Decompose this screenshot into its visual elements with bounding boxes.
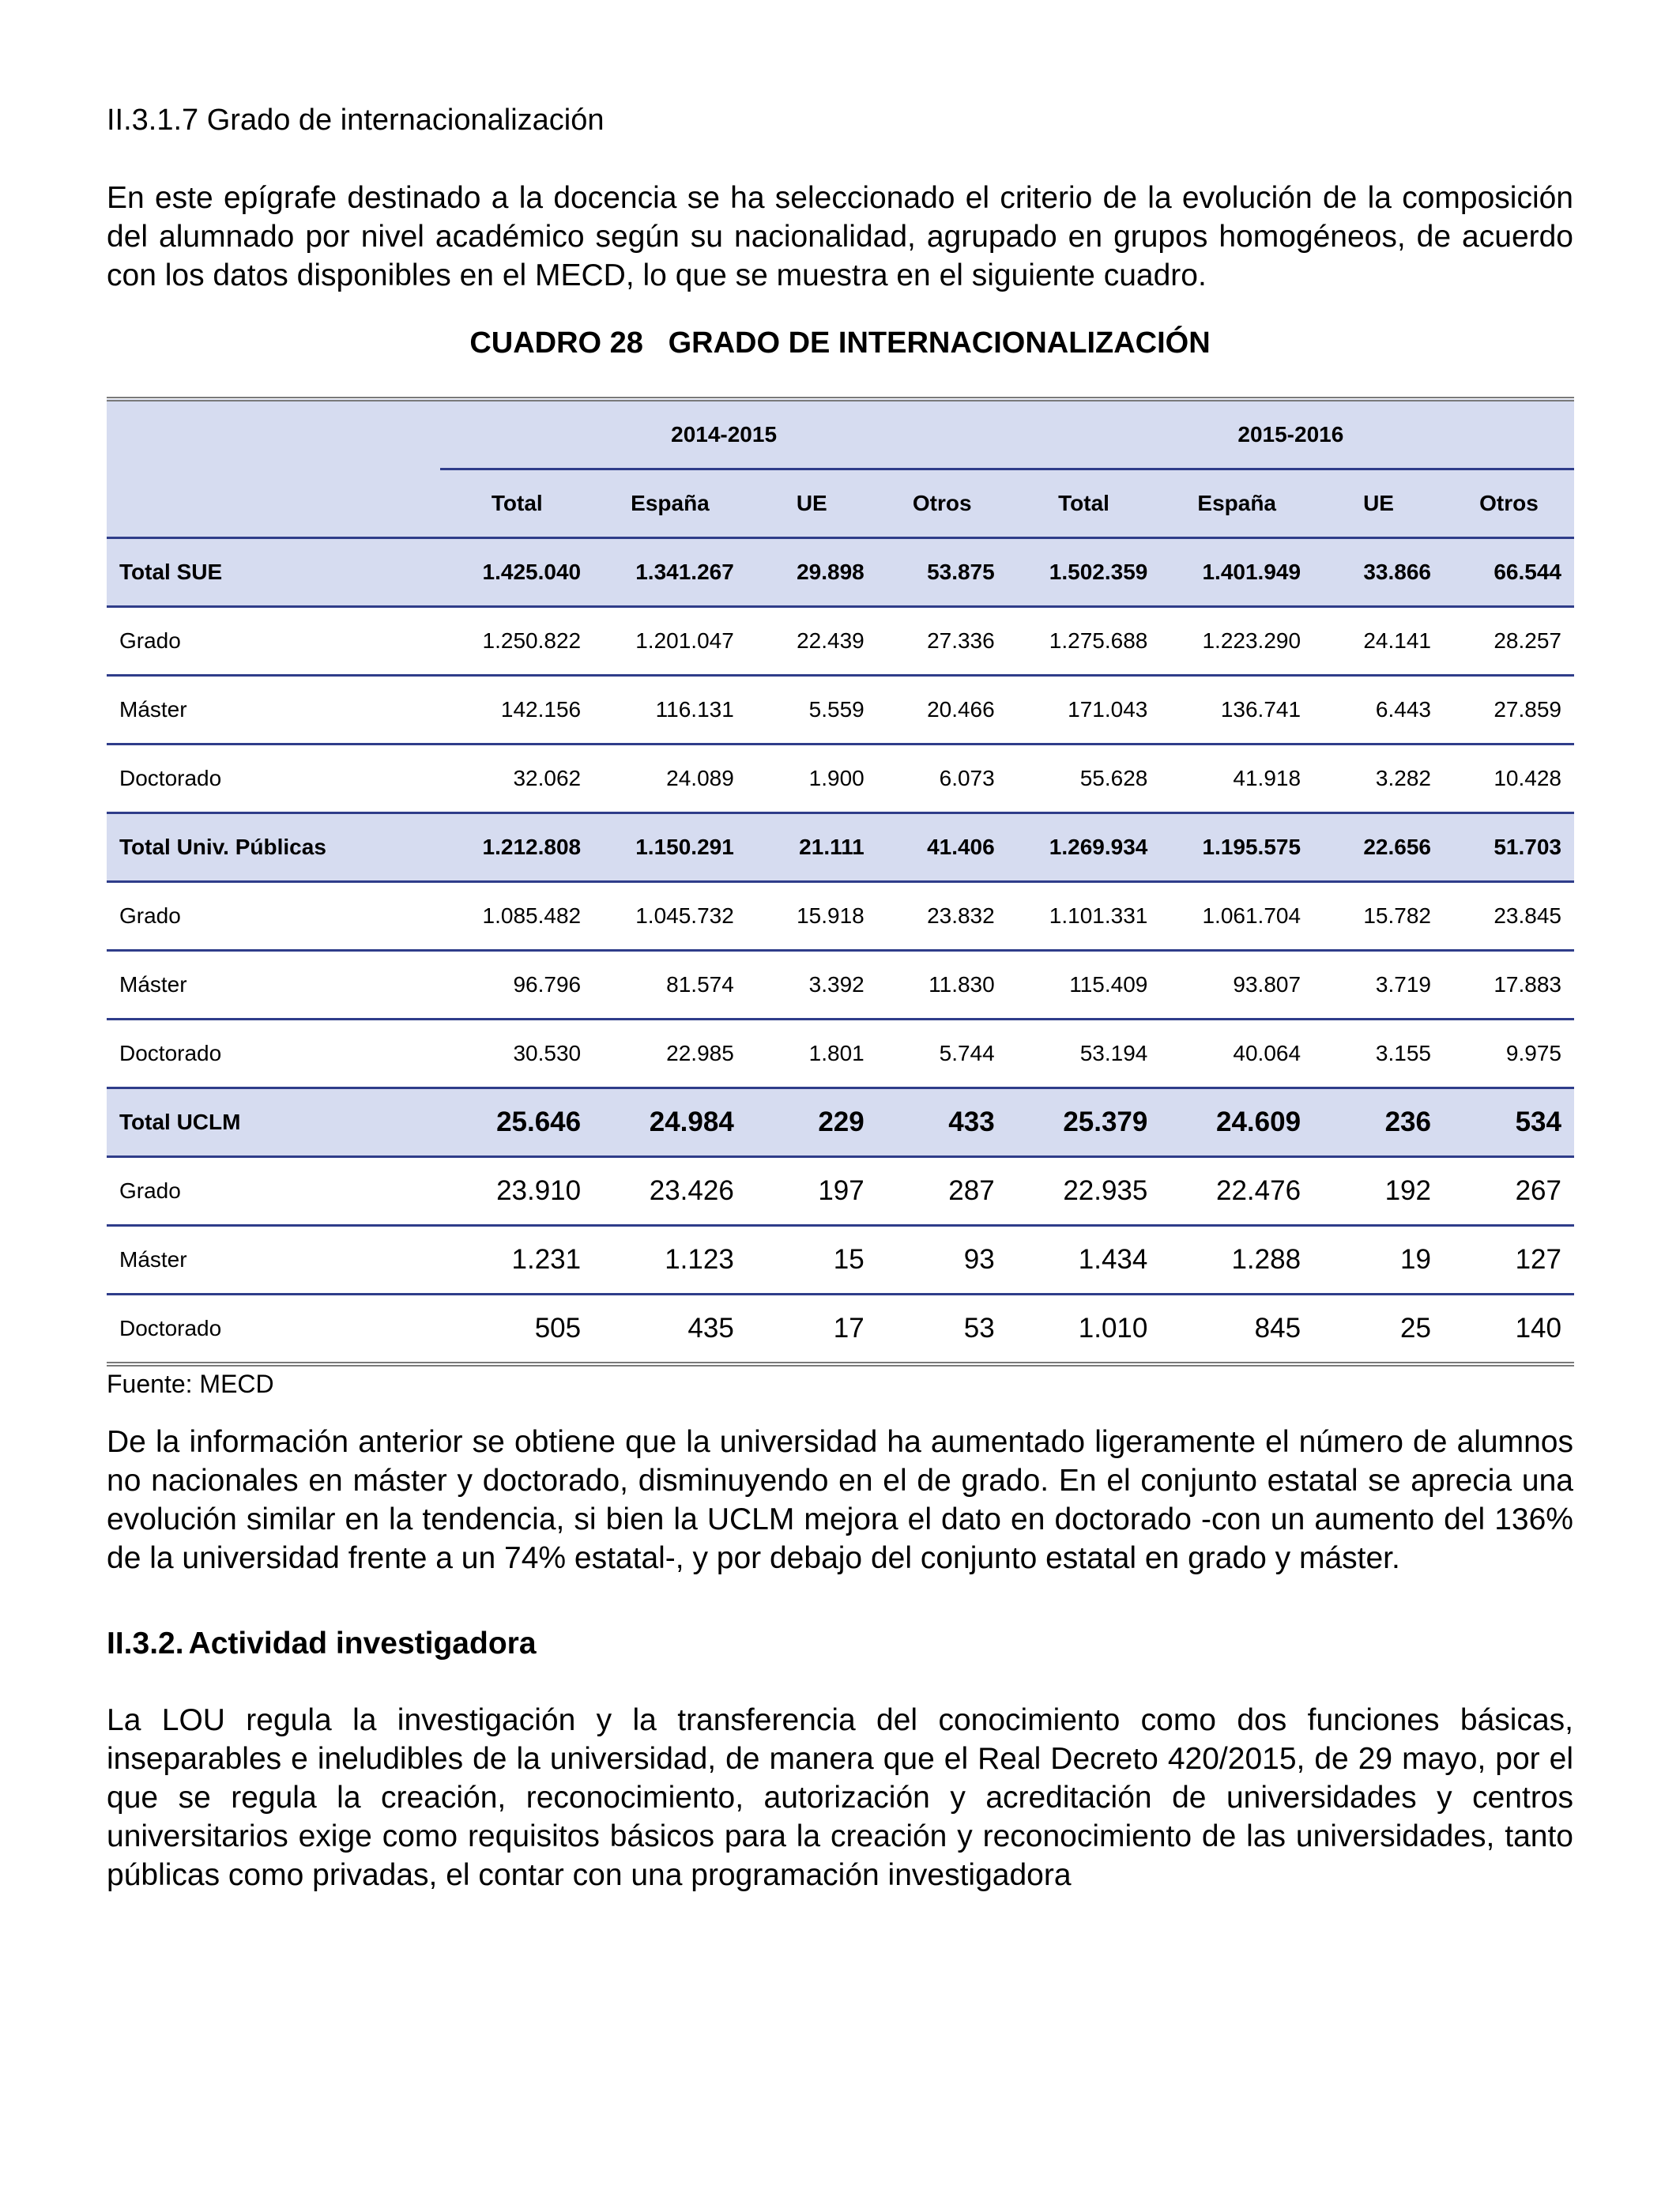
table-cell: 433	[877, 1088, 1008, 1156]
table-cell: 1.061.704	[1160, 881, 1313, 950]
table-cell: 41.406	[877, 812, 1008, 881]
row-label: Grado	[107, 881, 440, 950]
table-cell: 1.150.291	[593, 812, 747, 881]
table-cell: 25.646	[440, 1088, 593, 1156]
row-label: Total UCLM	[107, 1088, 440, 1156]
internationalization-table	[107, 397, 1574, 1367]
intro-paragraph: En este epígrafe destinado a la docencia se ha seleccionado el criterio de la evolución de la composición del alumnado por nivel académico según su nacionalidad, agrupado en grupos homogéneos, de acuerdo con los datos disponibles en el MECD, lo que se muestra en el siguiente cuadro.	[107, 180, 1573, 292]
table-cell: 33.866	[1313, 537, 1444, 606]
table-cell: 1.341.267	[593, 537, 747, 606]
table-body	[107, 537, 1574, 1364]
document-page	[107, 103, 1573, 1894]
table-cell: 1.231	[440, 1225, 593, 1294]
table-cell: 20.466	[877, 675, 1008, 744]
subsection-title: II.3.1.7 Grado de internacionalización	[107, 104, 605, 137]
table-cell: 17.883	[1444, 950, 1574, 1019]
row-label: Máster	[107, 675, 440, 744]
table-cell: 66.544	[1444, 537, 1574, 606]
table-cell: 1.123	[593, 1225, 747, 1294]
table-cell: 171.043	[1008, 675, 1161, 744]
corner-cell	[107, 399, 440, 538]
section-number: II.3.2.	[107, 1626, 184, 1661]
table-cell: 115.409	[1008, 950, 1161, 1019]
table-row	[107, 1294, 1574, 1364]
table-cell: 27.336	[877, 606, 1008, 675]
table-row	[107, 881, 1574, 950]
table-row	[107, 744, 1574, 812]
table-cell: 9.975	[1444, 1019, 1574, 1088]
year-header: 2014-2015	[440, 399, 1007, 469]
table-cell: 3.392	[747, 950, 877, 1019]
row-label: Total Univ. Públicas	[107, 812, 440, 881]
table-cell: 3.155	[1313, 1019, 1444, 1088]
table-total-row	[107, 537, 1574, 606]
table-cell: 53.194	[1008, 1019, 1161, 1088]
table-cell: 236	[1313, 1088, 1444, 1156]
table-cell: 24.609	[1160, 1088, 1313, 1156]
table-cell: 25	[1313, 1294, 1444, 1364]
table-cell: 1.201.047	[593, 606, 747, 675]
table-cell: 1.425.040	[440, 537, 593, 606]
table-cell: 32.062	[440, 744, 593, 812]
table-cell: 17	[747, 1294, 877, 1364]
year-header-row	[107, 399, 1574, 469]
column-header: España	[593, 469, 747, 537]
table-total-row	[107, 1088, 1574, 1156]
table-cell: 1.045.732	[593, 881, 747, 950]
table-cell: 23.845	[1444, 881, 1574, 950]
table-cell: 229	[747, 1088, 877, 1156]
column-header: Otros	[877, 469, 1008, 537]
table-cell: 3.282	[1313, 744, 1444, 812]
table-cell: 6.443	[1313, 675, 1444, 744]
row-label: Total SUE	[107, 537, 440, 606]
table-cell: 23.426	[593, 1156, 747, 1225]
table-cell: 505	[440, 1294, 593, 1364]
table-cell: 53.875	[877, 537, 1008, 606]
table-cell: 845	[1160, 1294, 1313, 1364]
table-cell: 435	[593, 1294, 747, 1364]
table-cell: 28.257	[1444, 606, 1574, 675]
table-cell: 1.801	[747, 1019, 877, 1088]
table-row	[107, 606, 1574, 675]
table-cell: 1.250.822	[440, 606, 593, 675]
table-cell: 287	[877, 1156, 1008, 1225]
row-label: Grado	[107, 606, 440, 675]
table-cell: 1.085.482	[440, 881, 593, 950]
table-row	[107, 950, 1574, 1019]
source-note: Fuente: MECD	[107, 1369, 274, 1398]
table-cell: 197	[747, 1156, 877, 1225]
table-cell: 81.574	[593, 950, 747, 1019]
table-row	[107, 675, 1574, 744]
row-label: Doctorado	[107, 744, 440, 812]
table-cell: 55.628	[1008, 744, 1161, 812]
table-cell: 1.010	[1008, 1294, 1161, 1364]
row-label: Máster	[107, 950, 440, 1019]
table-cell: 93	[877, 1225, 1008, 1294]
table-cell: 6.073	[877, 744, 1008, 812]
table-cell: 15	[747, 1225, 877, 1294]
column-header: UE	[1313, 469, 1444, 537]
column-header: UE	[747, 469, 877, 537]
table-cell: 1.502.359	[1008, 537, 1161, 606]
table-cell: 15.918	[747, 881, 877, 950]
table-total-row	[107, 812, 1574, 881]
table-cell: 192	[1313, 1156, 1444, 1225]
table-row	[107, 1156, 1574, 1225]
table-row	[107, 1019, 1574, 1088]
table-cell: 3.719	[1313, 950, 1444, 1019]
table-cell: 23.832	[877, 881, 1008, 950]
table-cell: 1.288	[1160, 1225, 1313, 1294]
table-cell: 10.428	[1444, 744, 1574, 812]
row-label: Grado	[107, 1156, 440, 1225]
table-row	[107, 1225, 1574, 1294]
table-cell: 1.900	[747, 744, 877, 812]
table-cell: 1.101.331	[1008, 881, 1161, 950]
table-cell: 534	[1444, 1088, 1574, 1156]
table-cell: 24.984	[593, 1088, 747, 1156]
table-cell: 1.269.934	[1008, 812, 1161, 881]
table-cell: 24.089	[593, 744, 747, 812]
table-cell: 22.439	[747, 606, 877, 675]
table-cell: 40.064	[1160, 1019, 1313, 1088]
table-cell: 1.275.688	[1008, 606, 1161, 675]
table-cell: 93.807	[1160, 950, 1313, 1019]
table-cell: 5.559	[747, 675, 877, 744]
section-heading	[107, 1627, 1573, 1661]
table-cell: 5.744	[877, 1019, 1008, 1088]
table-cell: 22.476	[1160, 1156, 1313, 1225]
table-cell: 24.141	[1313, 606, 1444, 675]
table-cell: 116.131	[593, 675, 747, 744]
analysis-paragraph: De la información anterior se obtiene que la universidad ha aumentado ligeramente el número de alumnos no nacionales en máster y doctorado, disminuyendo en el de grado. En el conjunto estatal se aprecia una evolución similar en la tendencia, si bien la UCLM mejora el dato en doctorado -con un aumento del 136% de la universidad frente a un 74% estatal-, y por debajo del conjunto estatal en grado y máster.	[107, 1424, 1573, 1575]
column-header: Otros	[1444, 469, 1574, 537]
closing-paragraph: La LOU regula la investigación y la transferencia del conocimiento como dos funciones básicas, inseparables e ineludibles de la universidad, de manera que el Real Decreto 420/2015, de 29 mayo, por el que se regula la creación, reconocimiento, autorización y acreditación de universidades y centros universitarios exige como requisitos básicos para la creación y reconocimiento de las universidades, tanto públicas como privadas, el contar con una programación investigadora	[107, 1702, 1573, 1892]
table-cell: 51.703	[1444, 812, 1574, 881]
table-cell: 142.156	[440, 675, 593, 744]
table-cell: 1.434	[1008, 1225, 1161, 1294]
table-cell: 1.401.949	[1160, 537, 1313, 606]
table-cell: 1.195.575	[1160, 812, 1313, 881]
table-cell: 22.985	[593, 1019, 747, 1088]
table-cell: 96.796	[440, 950, 593, 1019]
table-cell: 30.530	[440, 1019, 593, 1088]
table-cell: 1.212.808	[440, 812, 593, 881]
table-cell: 53	[877, 1294, 1008, 1364]
year-header: 2015-2016	[1008, 399, 1574, 469]
table-cell: 15.782	[1313, 881, 1444, 950]
row-label: Máster	[107, 1225, 440, 1294]
column-header: Total	[440, 469, 593, 537]
table-cell: 41.918	[1160, 744, 1313, 812]
table-cell: 25.379	[1008, 1088, 1161, 1156]
row-label: Doctorado	[107, 1294, 440, 1364]
table-cell: 27.859	[1444, 675, 1574, 744]
table-cell: 23.910	[440, 1156, 593, 1225]
table-cell: 22.935	[1008, 1156, 1161, 1225]
table-cell: 140	[1444, 1294, 1574, 1364]
table-cell: 136.741	[1160, 675, 1313, 744]
table-cell: 22.656	[1313, 812, 1444, 881]
table-cell: 21.111	[747, 812, 877, 881]
table-title: CUADRO 28 GRADO DE INTERNACIONALIZACIÓN	[469, 326, 1211, 360]
table-cell: 19	[1313, 1225, 1444, 1294]
table-cell: 127	[1444, 1225, 1574, 1294]
column-header: España	[1160, 469, 1313, 537]
table-cell: 267	[1444, 1156, 1574, 1225]
row-label: Doctorado	[107, 1019, 440, 1088]
column-header: Total	[1008, 469, 1161, 537]
table-cell: 11.830	[877, 950, 1008, 1019]
section-title: Actividad investigadora	[188, 1626, 537, 1661]
table-cell: 1.223.290	[1160, 606, 1313, 675]
table-cell: 29.898	[747, 537, 877, 606]
